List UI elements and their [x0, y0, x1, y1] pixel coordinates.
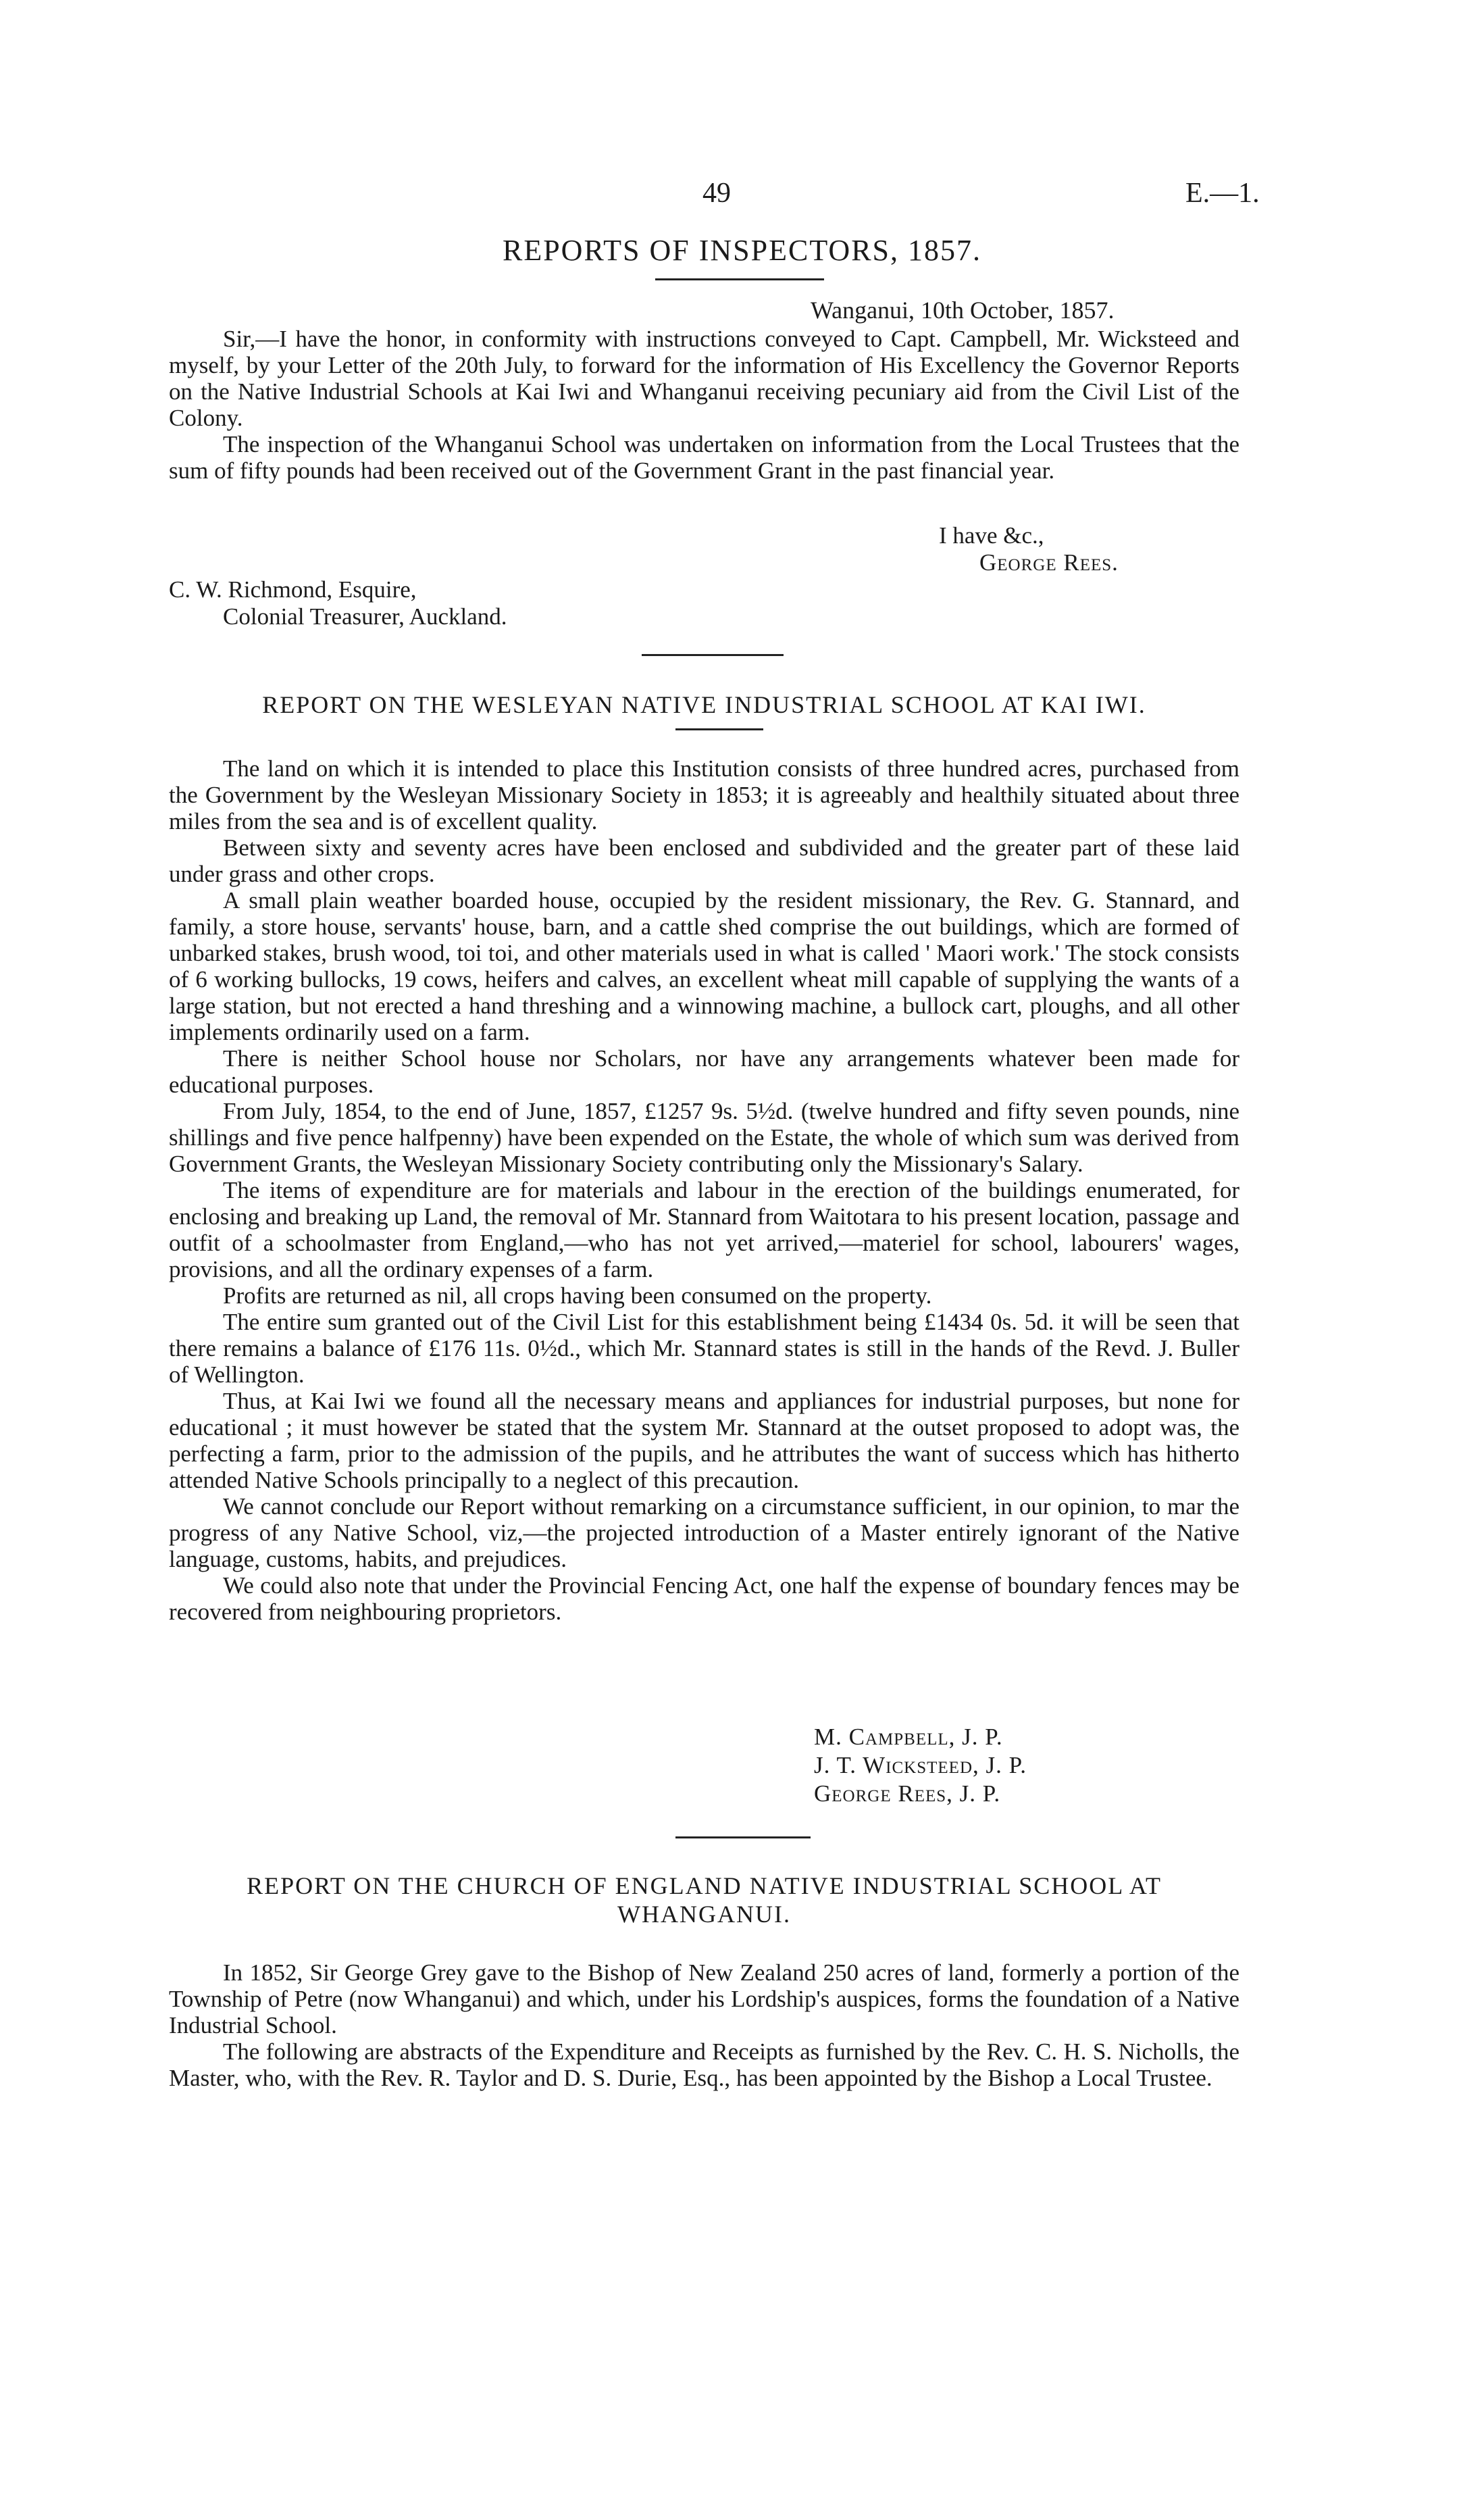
- signatory-3: George Rees, J. P.: [814, 1780, 1001, 1807]
- signatory-2: J. T. Wicksteed, J. P.: [814, 1752, 1027, 1778]
- report1-paragraph: A small plain weather boarded house, occupied by the resident missionary, the Rev. G. Stannard, and family, a store house, servants' house, barn, and a cattle shed comprise the out buildings, which are formed of unbarked stakes, brush wood, toi toi, and other materials used in what is called ' Maori work.' The stock consists of 6 working bullocks, 19 cows, heifers and calves, an excellent wheat mill capable of supplying the wants of a large station, but not erected a hand threshing and a winnowing machine, a bullock cart, ploughs, and all other implements ordinarily used on a farm.: [169, 887, 1239, 1045]
- addressee-name: C. W. Richmond, Esquire,: [169, 576, 417, 603]
- letter-paragraph: The inspection of the Whanganui School was undertaken on information from the Local Trustees that the sum of fifty pounds had been received out of the Government Grant in the past financial year.: [169, 431, 1239, 484]
- report1-body: [169, 755, 1239, 1625]
- report2-heading-line1: REPORT ON THE CHURCH OF ENGLAND NATIVE INDUSTRIAL SCHOOL AT: [247, 1872, 1162, 1899]
- document-code: E.—1.: [1185, 178, 1260, 209]
- report1-paragraph: There is neither School house nor Scholars, nor have any arrangements whatever been made for educational purposes.: [169, 1045, 1239, 1098]
- section-rule: [642, 654, 784, 656]
- report1-paragraph: We cannot conclude our Report without remarking on a circumstance sufficient, in our opinion, to mar the progress of any Native School, viz,—the projected introduction of a Master entirely ignorant of the Native language, customs, habits, and prejudices.: [169, 1493, 1239, 1572]
- report1-paragraph: From July, 1854, to the end of June, 1857, £1257 9s. 5½d. (twelve hundred and fifty seven pounds, nine shillings and five pence halfpenny) have been expended on the Estate, the whole of which sum was derived from Government Grants, the Wesleyan Missionary Society contributing only the Missionary's Salary.: [169, 1098, 1239, 1177]
- letter-paragraph: Sir,—I have the honor, in conformity with instructions conveyed to Capt. Campbell, Mr. Wicksteed and myself, by your Letter of the 20th July, to forward for the information of His Excellency the Governor Reports on the Native Industrial Schools at Kai Iwi and Whanganui receiving pecuniary aid from the Civil List of the Colony.: [169, 326, 1239, 431]
- addressee-title: Colonial Treasurer, Auckland.: [223, 603, 507, 630]
- page-number: 49: [702, 178, 731, 209]
- letter-dateline: Wanganui, 10th October, 1857.: [811, 297, 1115, 324]
- report2-body: [169, 1959, 1239, 2091]
- report2-paragraph: The following are abstracts of the Expenditure and Receipts as furnished by the Rev. C. H. S. Nicholls, the Master, who, with the Rev. R. Taylor and D. S. Durie, Esq., has been appointed by the Bishop a Local Trustee.: [169, 2038, 1239, 2091]
- heading-rule: [675, 728, 763, 730]
- letter-body: [169, 326, 1239, 484]
- report1-paragraph: We could also note that under the Provincial Fencing Act, one half the expense of boundary fences may be recovered from neighbouring proprietors.: [169, 1572, 1239, 1625]
- report2-heading-line2: WHANGANUI.: [617, 1901, 791, 1928]
- signatory-1: M. Campbell, J. P.: [814, 1724, 1003, 1750]
- report1-paragraph: The entire sum granted out of the Civil List for this establishment being £1434 0s. 5d. it will be seen that there remains a balance of £176 11s. 0½d., which Mr. Stannard states is still in the hands of the Revd. J. Buller of Wellington.: [169, 1309, 1239, 1388]
- report2-paragraph: In 1852, Sir George Grey gave to the Bishop of New Zealand 250 acres of land, formerly a portion of the Township of Petre (now Whanganui) and which, under his Lordship's auspices, forms the foundation of a Native Industrial School.: [169, 1959, 1239, 2038]
- report1-heading: REPORT ON THE WESLEYAN NATIVE INDUSTRIAL SCHOOL AT KAI IWI.: [262, 691, 1146, 718]
- report1-paragraph: Profits are returned as nil, all crops having been consumed on the property.: [223, 1282, 932, 1309]
- letter-signature: George Rees.: [979, 549, 1119, 576]
- title-rule: [655, 278, 824, 280]
- report1-paragraph: Thus, at Kai Iwi we found all the necessary means and appliances for industrial purposes, but none for educational ; it must however be stated that the system Mr. Stannard at the outset proposed to adopt was, the perfecting a farm, prior to the admission of the pupils, and he attributes the want of success which has hitherto attended Native Schools principally to a neglect of this precaution.: [169, 1388, 1239, 1493]
- letter-closing: I have &c.,: [939, 522, 1044, 549]
- report1-paragraph: The items of expenditure are for materials and labour in the erection of the buildings enumerated, for enclosing and breaking up Land, the removal of Mr. Stannard from Waitotara to his present location, passage and outfit of a schoolmaster from England,—who has not yet arrived,—materiel for school, labourers' wages, provisions, and all the ordinary expenses of a farm.: [169, 1177, 1239, 1282]
- section-rule: [675, 1836, 811, 1838]
- report1-paragraph: Between sixty and seventy acres have been enclosed and subdivided and the greater part of these laid under grass and other crops.: [169, 834, 1239, 887]
- report1-paragraph: The land on which it is intended to place this Institution consists of three hundred acres, purchased from the Government by the Wesleyan Missionary Society in 1853; it is agreeably and healthily situated about three miles from the sea and is of excellent quality.: [169, 755, 1239, 834]
- page-title: REPORTS OF INSPECTORS, 1857.: [502, 234, 982, 267]
